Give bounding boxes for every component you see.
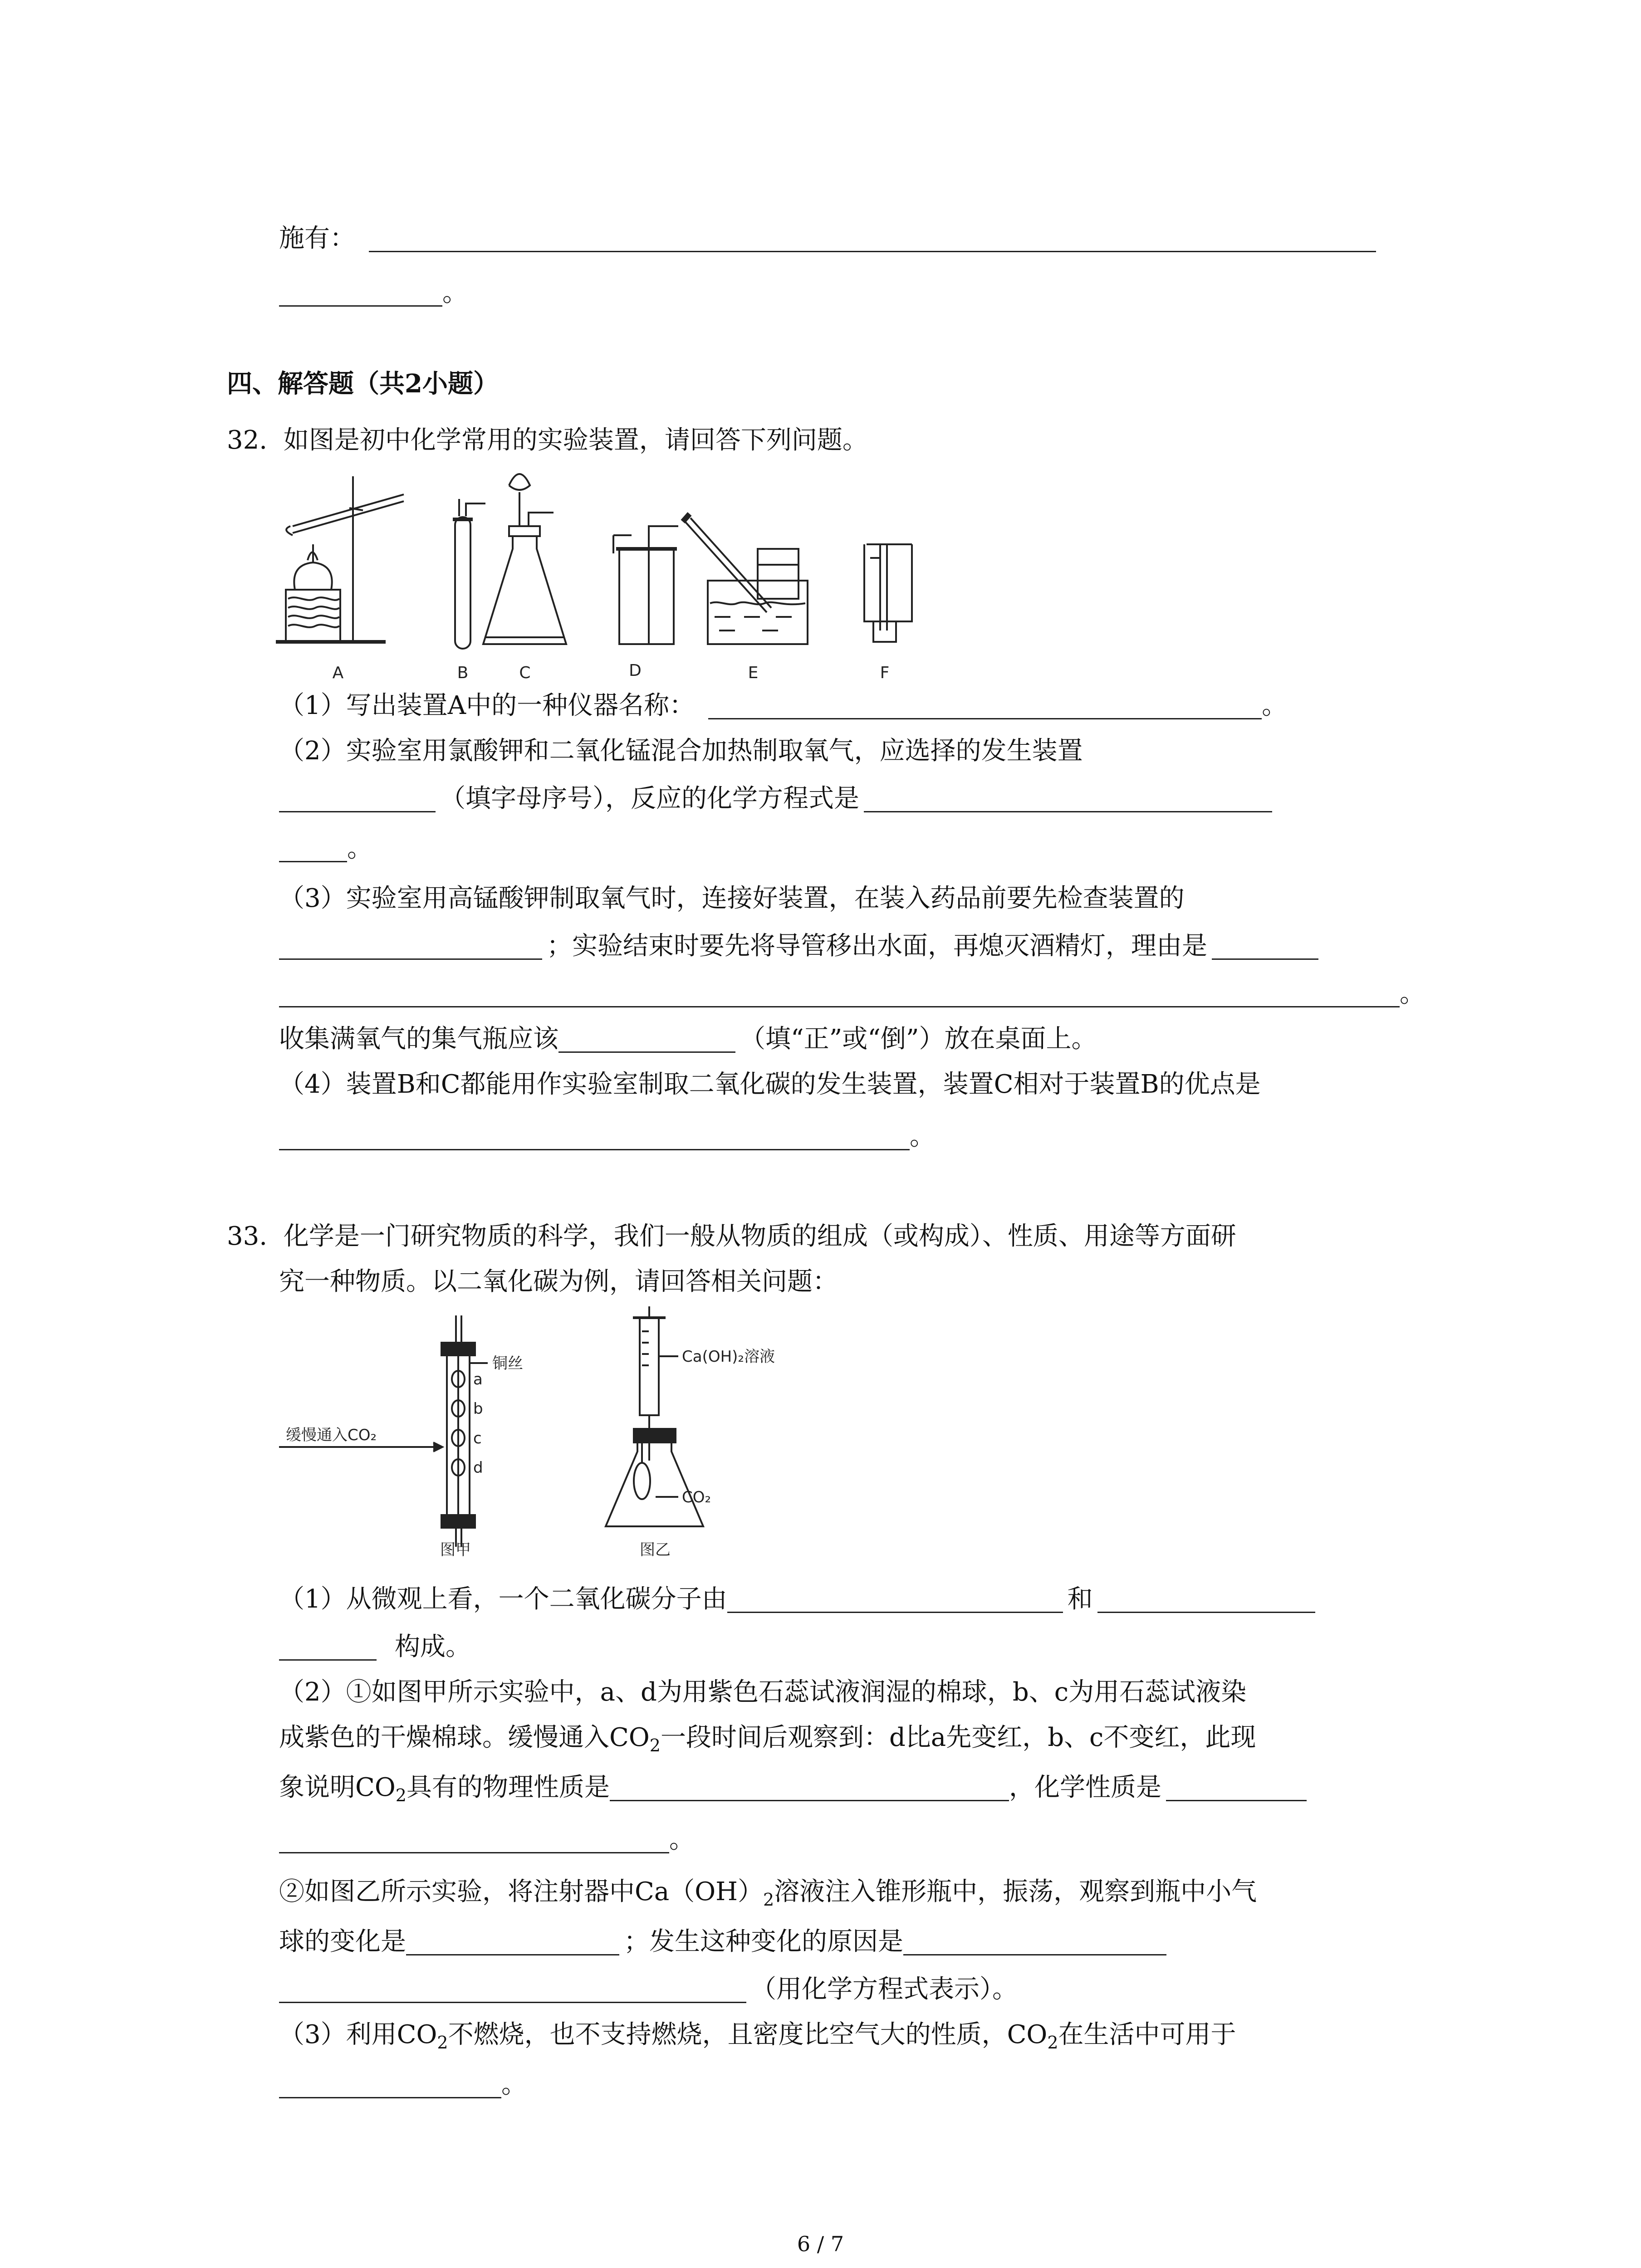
answer-blank[interactable] <box>1212 933 1318 960</box>
answer-blank[interactable] <box>1166 1774 1307 1801</box>
q32-part2-line2: （填字母序号），反应的化学方程式是 <box>279 782 1272 815</box>
answer-blank[interactable] <box>558 1026 735 1053</box>
fig-label-c: C <box>519 664 531 682</box>
q33-stem-line1: 33. 化学是一门研究物质的科学，我们一般从物质的组成（或构成）、性质、用途等方面研 <box>227 1222 1236 1251</box>
q32-part2-line3: 。 <box>279 832 372 865</box>
q32-part3-line3: 。 <box>279 978 1425 1010</box>
q32-apparatus-figure <box>272 467 935 685</box>
answer-blank[interactable] <box>610 1774 1009 1801</box>
slow-co2-label: 缓慢通入CO₂ <box>286 1426 377 1444</box>
section-title: 四、解答题（共2小题） <box>227 369 499 399</box>
fig-jia-label: 图甲 <box>440 1541 471 1559</box>
answer-blank[interactable] <box>406 1929 619 1955</box>
q33-part1-line1: （1）从微观上看，一个二氧化碳分子由 和 <box>279 1583 1315 1616</box>
q33-stem-line2: 究一种物质。以二氧化碳为例，请回答相关问题： <box>279 1267 838 1296</box>
answer-blank[interactable] <box>279 933 542 960</box>
q32-part2-line1: （2）实验室用氯酸钾和二氧化锰混合加热制取氧气，应选择的发生装置 <box>279 736 1083 766</box>
co2-label: CO₂ <box>682 1488 711 1506</box>
q33-part2b-line1: ②如图乙所示实验，将注射器中$Ca(OH)_2$溶液注入锥形瓶中，振荡，观察到瓶中小气 <box>279 1877 1257 1910</box>
answer-blank[interactable] <box>279 1634 377 1661</box>
q32-part4-line2: 。 <box>279 1120 935 1153</box>
page-number: 6 / 7 <box>797 2232 844 2256</box>
q33-part2-line3: 象说明$CO_2$具有的物理性质是 ，化学性质是 <box>279 1771 1307 1804</box>
q32-part3-line2: ；实验结束时要先将导管移出水面，再熄灭酒精灯，理由是 <box>279 930 1318 963</box>
measures-line: 施有： <box>279 222 1376 255</box>
q33-part2b-line2: 球的变化是 ；发生这种变化的原因是 <box>279 1926 1166 1958</box>
ball-a-label: a <box>473 1370 483 1388</box>
answer-blank[interactable] <box>903 1929 1166 1955</box>
answer-blank[interactable] <box>279 786 436 812</box>
q33-part2-line1: （2）①如图甲所示实验中，a、d为用紫色石蕊试液润湿的棉球，b、c为用石蕊试液染 <box>279 1677 1247 1707</box>
answer-blank[interactable] <box>369 225 1376 252</box>
q33-part2-line4: 。 <box>279 1823 695 1856</box>
q33-part3-line1: （3）利用$CO_2$不燃烧，也不支持燃烧，且密度比空气大的性质，$CO_2$在生活中可用于 <box>279 2020 1236 2053</box>
fig-label-d: D <box>629 661 642 680</box>
answer-blank[interactable] <box>279 836 347 862</box>
fig-label-b: B <box>457 664 469 682</box>
ball-b-label: b <box>473 1400 483 1418</box>
syringe-solution-label: Ca(OH)₂溶液 <box>682 1348 775 1366</box>
answer-blank[interactable] <box>279 280 442 307</box>
answer-blank[interactable] <box>708 693 1262 719</box>
q32-stem: 32. 如图是初中化学常用的实验装置，请回答下列问题。 <box>227 425 868 455</box>
fig-label-a: A <box>332 664 344 682</box>
q32-part3-line1: （3）实验室用高锰酸钾制取氧气时，连接好装置，在装入药品前要先检查装置的 <box>279 884 1185 913</box>
q32-part3-line4: 收集满氧气的集气瓶应该 （填“正”或“倒”）放在桌面上。 <box>279 1024 1097 1054</box>
fig-yi-label: 图乙 <box>640 1541 671 1559</box>
ball-c-label: c <box>473 1429 482 1447</box>
measures-line-2: 。 <box>279 277 468 309</box>
q32-part1: （1）写出装置A中的一种仪器名称： 。 <box>279 691 1288 720</box>
q33-part2-line2: 成紫色的干燥棉球。缓慢通入$CO_2$一段时间后观察到：d比a先变红，b、c不变红，此现 <box>279 1723 1256 1756</box>
q33-part3-line2: 。 <box>279 2068 527 2101</box>
fig-label-e: E <box>748 664 759 682</box>
answer-blank[interactable] <box>279 981 1400 1007</box>
q32-part4-line1: （4）装置B和C都能用作实验室制取二氧化碳的发生装置，装置C相对于装置B的优点是 <box>279 1070 1261 1099</box>
answer-blank[interactable] <box>279 1827 669 1853</box>
answer-blank[interactable] <box>864 786 1272 812</box>
copper-wire-label: 铜丝 <box>492 1354 523 1373</box>
answer-blank[interactable] <box>727 1586 1063 1613</box>
q33-part2b-line3: （用化学方程式表示）。 <box>279 1973 1018 2006</box>
answer-blank[interactable] <box>279 2072 501 2098</box>
q33-apparatus-figure <box>279 1306 823 1560</box>
answer-blank[interactable] <box>1097 1586 1315 1613</box>
fig-label-f: F <box>880 664 890 682</box>
ball-d-label: d <box>473 1459 483 1477</box>
answer-blank[interactable] <box>279 1124 910 1150</box>
answer-blank[interactable] <box>279 1976 746 2003</box>
q33-part1-line2: 构成。 <box>279 1631 471 1663</box>
